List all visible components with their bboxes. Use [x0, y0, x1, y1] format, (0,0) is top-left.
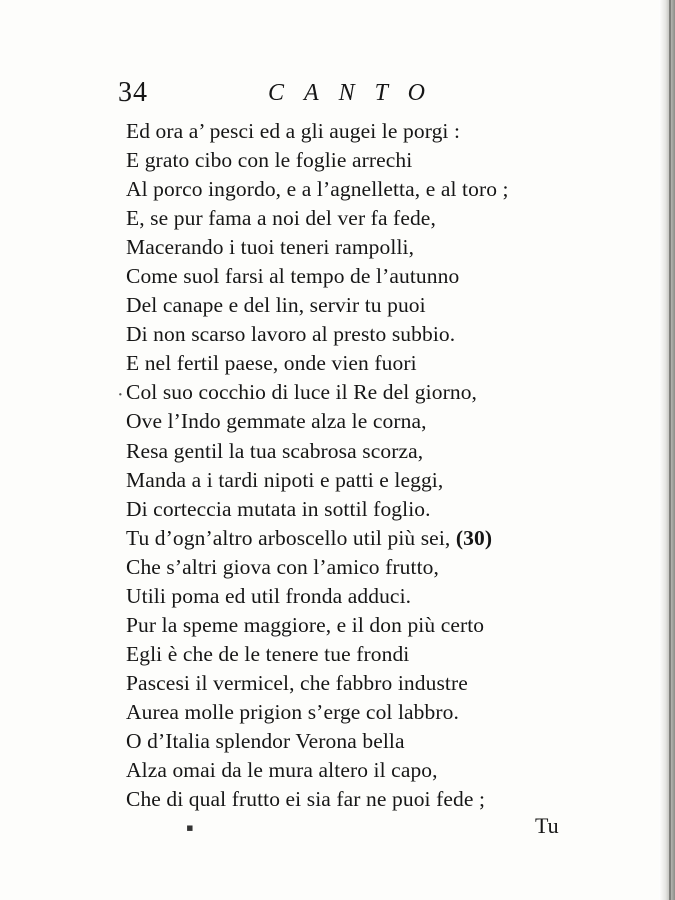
verse-line-16: Che s’altri giova con l’amico frutto, — [126, 554, 439, 579]
verse-line-14: Di corteccia mutata in sottil foglio. — [126, 496, 431, 521]
verse-line-10: Col suo cocchio di luce il Re del giorno, — [126, 380, 478, 405]
page-number: 34 — [118, 77, 148, 108]
page-edge-shadow — [659, 0, 675, 900]
verse-line-12: Resa gentil la tua scabrosa scorza, — [126, 438, 424, 463]
verse-line-3: Al porco ingordo, e a l’agnelletta, e al toro ; — [126, 177, 509, 202]
poem-text — [126, 117, 586, 814]
verse-line-2: E grato cibo con le foglie arrechi — [126, 148, 413, 173]
verse-line-8: Di non scarso lavoro al presto subbio. — [126, 322, 456, 347]
signature-mark: ▪ — [186, 815, 194, 840]
verse-line-21: Aurea molle prigion s’erge col labbro. — [126, 699, 459, 724]
verse-line-24: Che di qual frutto ei sia far ne puoi fede ; — [126, 787, 486, 812]
margin-mark: · — [117, 384, 124, 406]
verse-line-4: E, se pur fama a noi del ver fa fede, — [126, 206, 436, 231]
note-reference: (30) — [455, 525, 493, 550]
catchword: Tu — [535, 813, 559, 838]
verse-line-6: Come suol farsi al tempo de l’autunno — [126, 264, 460, 289]
verse-line-19: Egli è che de le tenere tue frondi — [126, 641, 410, 666]
verse-line-18: Pur la speme maggiore, e il don più certo — [126, 612, 485, 637]
verse-line-22: O d’Italia splendor Verona bella — [126, 728, 405, 753]
verse-line-9: E nel fertil paese, onde vien fuori — [126, 351, 417, 376]
verse-line-11: Ove l’Indo gemmate alza le corna, — [126, 409, 427, 434]
verse-line-20: Pascesi il vermicel, che fabbro industre — [126, 670, 468, 695]
verse-line-17: Utili poma ed util fronda adduci. — [126, 583, 412, 608]
verse-line-5: Macerando i tuoi teneri rampolli, — [126, 235, 415, 260]
verse-line-13: Manda a i tardi nipoti e patti e leggi, — [126, 467, 444, 492]
verse-line-7: Del canape e del lin, servir tu puoi — [126, 293, 426, 318]
page-header — [118, 76, 558, 110]
running-head: CANTO — [268, 80, 445, 106]
verse-line-23: Alza omai da le mura altero il capo, — [126, 758, 438, 783]
verse-line-1: Ed ora a’ pesci ed a gli augei le porgi : — [126, 119, 461, 143]
verse-line-15: Tu d’ogn’altro arboscello util più sei, (30) — [126, 525, 493, 550]
